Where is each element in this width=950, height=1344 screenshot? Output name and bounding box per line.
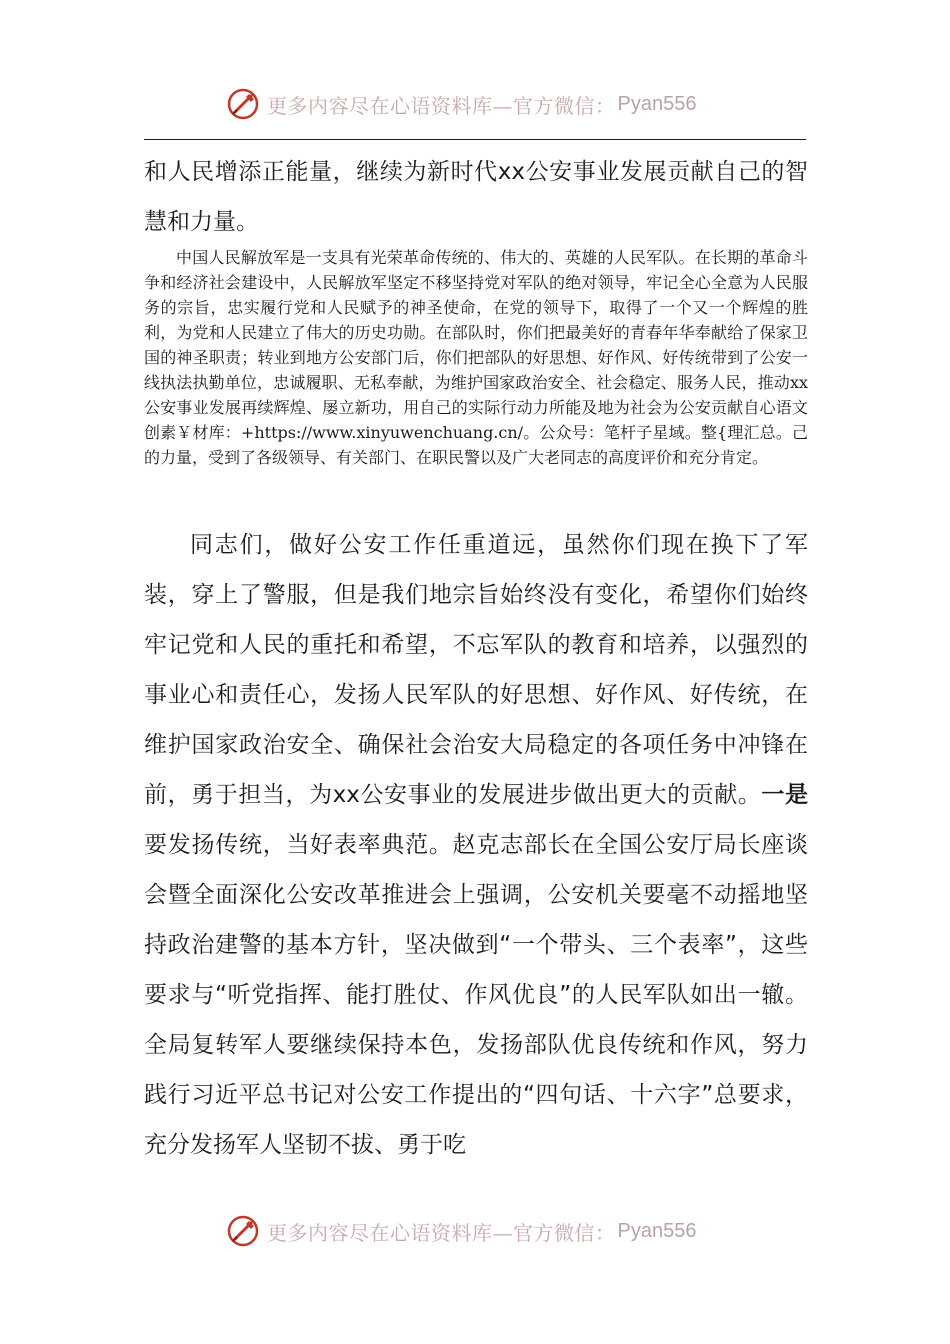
paragraph-main-rest: 要发扬传统，当好表率典范。赵克志部长在全国公安厅局长座谈会暨全面深化公安改革推进会上强调，公安机关要毫不动摇地坚持政治建警的基本方针，坚决做到“一个带头、三个表率”，这些要求与“听党指挥、能打胜仗、作风优良”的人民军队如出一辙。全局复转军人要继续保持本色，发扬部队优良传统和作风，努力践行习近平总书记对公安工作提出的“四句话、十六字”总要求，充分发扬军人坚韧不拔、勇于吃 <box>144 832 808 1158</box>
header-banner-text: 更多内容尽在心语资料库—官方微信： <box>267 93 616 118</box>
paragraph-main <box>144 520 808 1170</box>
paragraph-main-bold-lead: 一是 <box>761 782 808 808</box>
footer-banner <box>225 1211 696 1251</box>
header-banner <box>225 84 696 124</box>
logo-icon <box>225 1213 261 1249</box>
header-wechat-id: Pyan556 <box>617 92 697 115</box>
footer-banner-text: 更多内容尽在心语资料库—官方微信： <box>267 1220 616 1245</box>
footer-wechat-id: Pyan556 <box>617 1219 697 1242</box>
paragraph-inserted-small: 中国人民解放军是一支具有光荣革命传统的、伟大的、英雄的人民军队。在长期的革命斗争和经济社会建设中，人民解放军坚定不移坚持党对军队的绝对领导，牢记全心全意为人民服务的宗旨，忠实履行党和人民赋予的神圣使命，在党的领导下，取得了一个又一个辉煌的胜利，为党和人民建立了伟大的历史功勋。在部队时，你们把最美好的青春年华奉献给了保家卫国的神圣职责；转业到地方公安部门后，你们把部队的好思想、好作风、好传统带到了公安一线执法执勤单位，忠诚履职、无私奉献，为维护国家政治安全、社会稳定、服务人民，推动xx公安事业发展再续辉煌、屡立新功，用自己的实际行动力所能及地为社会为公安贡献自心语文创素￥材库：+https://www.xinyuwenchuang.cn/。公众号：笔杆子星域。整{理汇总。己的力量，受到了各级领导、有关部门、在职民警以及广大老同志的高度评价和充分肯定。 <box>144 248 808 467</box>
header-rule <box>144 139 806 140</box>
paragraph-main-intro: 同志们，做好公安工作任重道远，虽然你们现在换下了军装，穿上了警服，但是我们地宗旨始终没有变化，希望你们始终牢记党和人民的重托和希望，不忘军队的教育和培养，以强烈的事业心和责任心，发扬人民军队的好思想、好作风、好传统，在维护国家政治安全、确保社会治安大局稳定的各项任务中冲锋在前，勇于担当，为xx公安事业的发展进步做出更大的贡献。 <box>144 532 808 808</box>
paragraph-continuation: 和人民增添正能量，继续为新时代xx公安事业发展贡献自己的智慧和力量。 <box>144 159 808 235</box>
logo-icon <box>225 86 261 122</box>
